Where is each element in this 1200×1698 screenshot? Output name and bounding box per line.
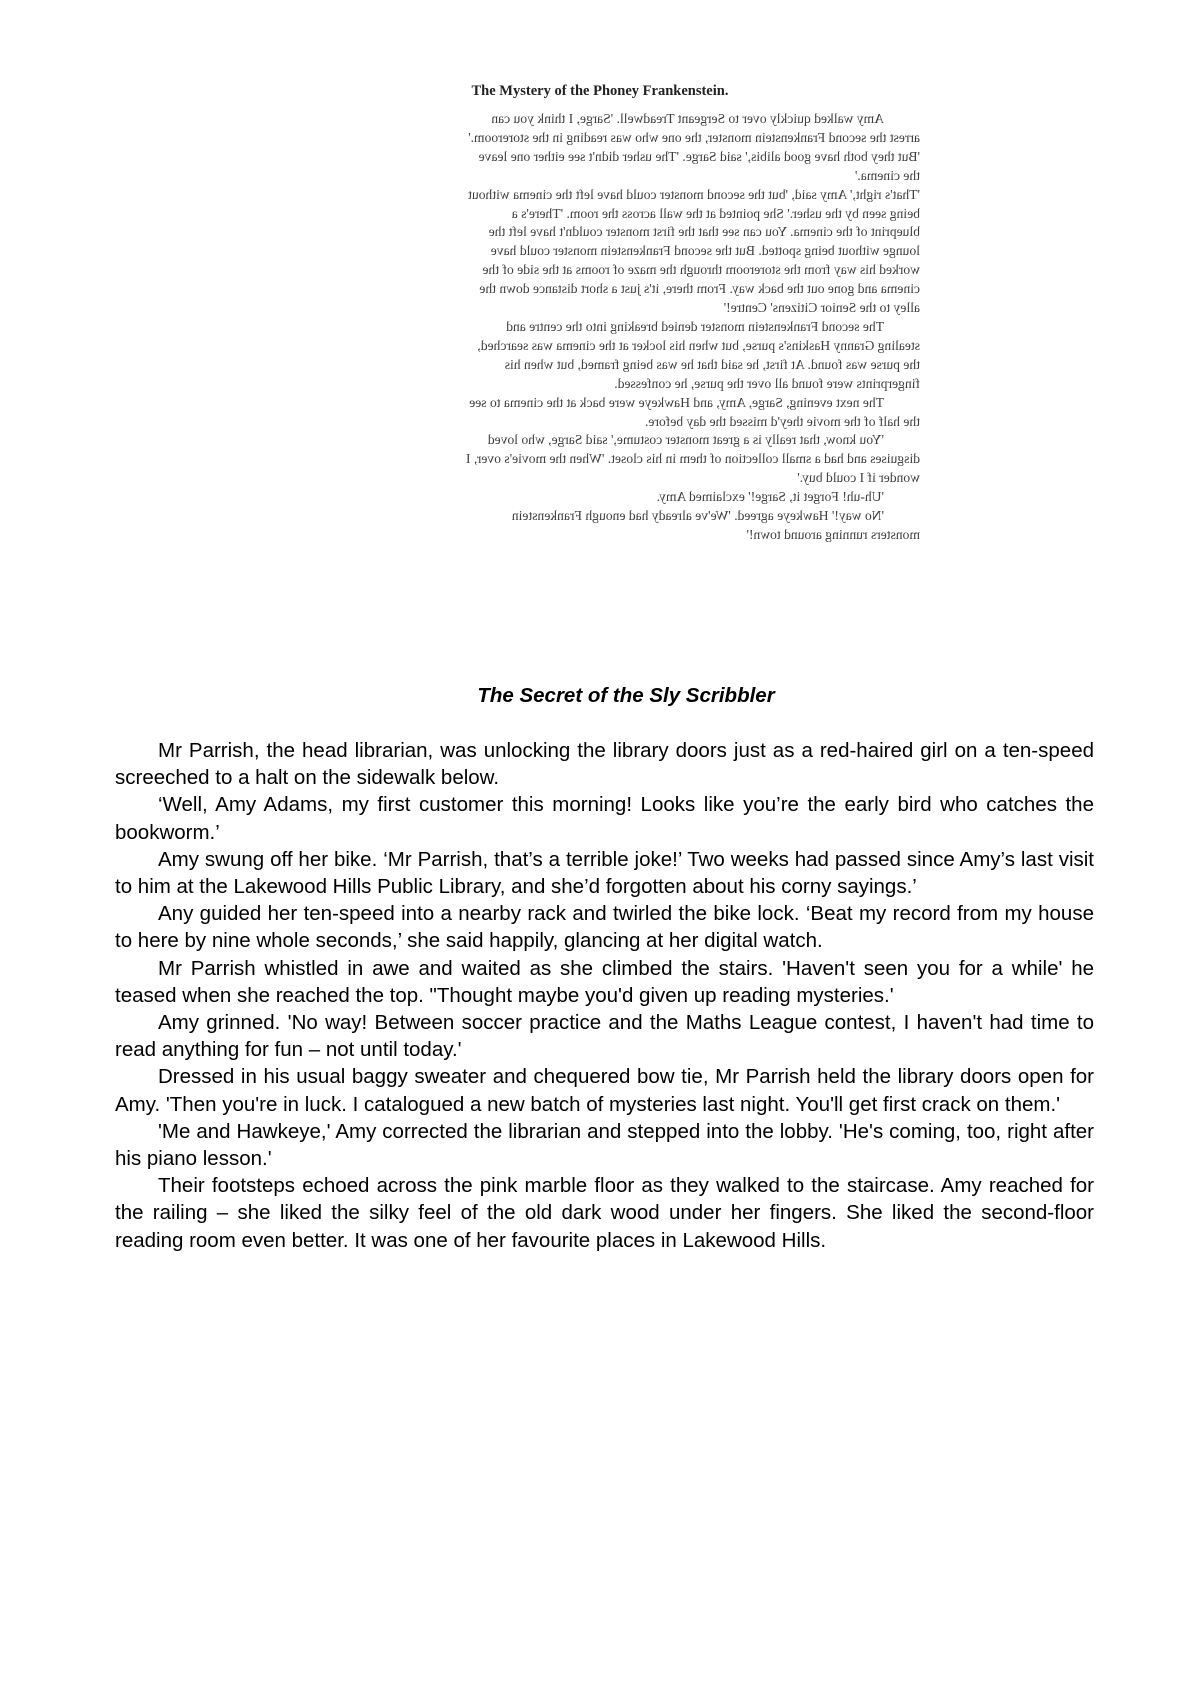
- mirrored-line: Amy walked quickly over to Sergeant Treadwell. 'Sarge, I think you can: [491, 111, 884, 126]
- mirrored-line: being seen by the usher.' She pointed at the wall across the room. 'There's a: [511, 205, 920, 221]
- story-paragraph: Amy swung off her bike. ‘Mr Parrish, that’s a terrible joke!’ Two weeks had passed since Amy’s last visit to him at the Lakewood Hills Public Library, and she’d forgotten about his corny sayings.’: [115, 847, 1094, 899]
- mirrored-line: 'You know, that really is a great monster costume,' said Sarge, who loved: [487, 432, 884, 448]
- mirrored-line: 'No way!' Hawkeye agreed. 'We've already had enough Frankenstein: [511, 508, 884, 524]
- mirrored-line: monsters running around town!': [746, 526, 920, 542]
- story-title: The Secret of the Sly Scribbler: [477, 684, 775, 707]
- mirrored-line: arrest the second Frankenstein monster, the one who was reading in the storeroom.': [468, 129, 920, 145]
- mirrored-line: the purse was found. At first, he said that he was being framed, but when his: [504, 356, 920, 372]
- story-paragraph: Mr Parrish, the head librarian, was unlocking the library doors just as a red-haired girl on a ten-speed screeched to a halt on the sidewalk below.: [115, 739, 1094, 790]
- mirrored-line: 'But they both have good alibis,' said Sarge. 'The usher didn't see either one leave: [478, 148, 920, 164]
- mirrored-line: the half of the movie they'd missed the day before.: [645, 413, 920, 429]
- mirrored-line: The second Frankenstein monster denied breaking into the centre and: [506, 318, 884, 334]
- mirrored-line: lounge without being spotted. But the second Frankenstein monster could have: [490, 243, 920, 259]
- story-paragraph: 'Me and Hawkeye,' Amy corrected the librarian and stepped into the lobby. 'He's coming, too, right after his piano lesson.': [115, 1119, 1094, 1171]
- mirrored-line: wonder if I could buy.': [797, 470, 920, 486]
- mirrored-line: blueprint of the cinema. You can see that the first monster couldn't have left the: [488, 224, 920, 240]
- mirrored-line: cinema and gone out the back way. From there, it's just a short distance down the: [479, 281, 920, 297]
- mirrored-line: alley to the Senior Citizens' Centre!': [723, 300, 920, 316]
- mirrored-line: 'Uh-uh! Forget it, Sarge!' exclaimed Amy.: [656, 489, 884, 505]
- mirrored-text-block: [292, 110, 920, 545]
- story-body: [115, 737, 1094, 1254]
- story-paragraph: ‘Well, Amy Adams, my first customer this morning! Looks like you’re the early bird who catches the bookworm.’: [115, 793, 1094, 844]
- story-paragraph: Any guided her ten-speed into a nearby rack and twirled the bike lock. ‘Beat my record from my house to here by nine whole seconds,’ she said happily, glancing at her digital watch.: [115, 902, 1094, 953]
- mirrored-line: The next evening, Sarge, Amy, and Hawkeye were back at the cinema to see: [469, 394, 884, 410]
- top-section-title: The Mystery of the Phoney Frankenstein.: [471, 83, 729, 99]
- story-paragraph: Their footsteps echoed across the pink marble floor as they walked to the staircase. Amy reached for the railing – she liked the silky feel of the old dark wood under her fingers. She liked the second-floor reading room even better. It was one of her favourite places in Lakewood Hills.: [115, 1174, 1094, 1252]
- mirrored-line: the cinema.': [854, 167, 920, 183]
- mirrored-line: disguises and had a small collection of them in his closet. 'When the movie's over, I: [466, 451, 920, 467]
- mirrored-line: fingerprints were found all over the purse, he confessed.: [614, 375, 920, 391]
- story-paragraph: Mr Parrish whistled in awe and waited as she climbed the stairs. 'Haven't seen you for a while' he teased when she reached the top. "Thought maybe you'd given up reading mysteries.': [115, 956, 1094, 1007]
- story-paragraph: Amy grinned. 'No way! Between soccer practice and the Maths League contest, I haven't had time to read anything for fun – not until today.': [115, 1011, 1094, 1062]
- story-paragraph: Dressed in his usual baggy sweater and chequered bow tie, Mr Parrish held the library doors open for Amy. 'Then you're in luck. I catalogued a new batch of mysteries last night. You'll get first crack on them.': [115, 1065, 1094, 1116]
- mirrored-line: 'That's right,' Amy said, 'but the second monster could have left the cinema without: [468, 186, 920, 202]
- mirrored-line: worked his way from the storeroom through the maze of rooms at the side of the: [482, 262, 920, 278]
- mirrored-line: stealing Granny Haskins's purse, but when his locker at the cinema was searched,: [477, 337, 920, 353]
